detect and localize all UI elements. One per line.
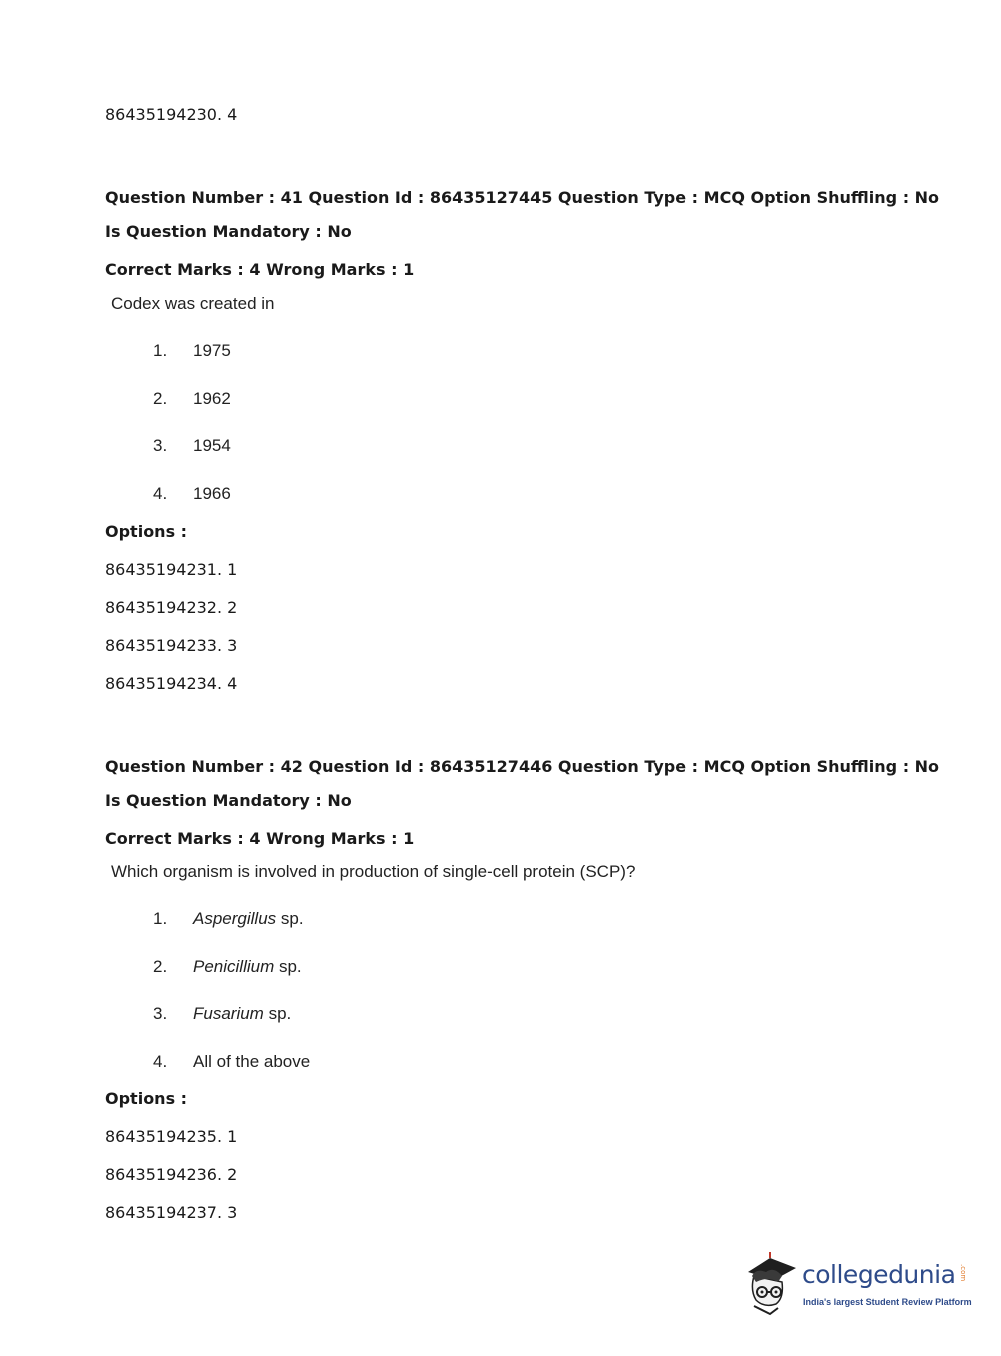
- choice-genus: Fusarium: [193, 1004, 264, 1023]
- option-id: 86435194232. 2: [105, 598, 238, 617]
- logo-wordmark: collegedunia: [802, 1260, 956, 1289]
- options-label: Options :: [105, 1089, 188, 1108]
- logo-suffix: .com: [959, 1264, 967, 1282]
- question-mandatory: Is Question Mandatory : No: [105, 791, 352, 810]
- choice-text: All of the above: [193, 1052, 311, 1071]
- question-header: Question Number : 42 Question Id : 86435127446 Question Type : MCQ Option Shuffling : No: [105, 757, 940, 776]
- option-id: 86435194234. 4: [105, 674, 238, 693]
- choice-number: 1.: [153, 341, 168, 360]
- choice-suffix: sp.: [263, 1004, 292, 1023]
- mascot-icon: [740, 1250, 802, 1316]
- collegedunia-logo: [740, 1250, 970, 1320]
- choice-item: [153, 436, 231, 456]
- choice-item: [153, 341, 231, 361]
- choice-text: 1954: [193, 436, 231, 455]
- option-id: 86435194236. 2: [105, 1165, 238, 1184]
- choice-item: [153, 1004, 291, 1024]
- option-id: 86435194235. 1: [105, 1127, 238, 1146]
- choice-suffix: sp.: [276, 909, 304, 928]
- choice-number: 3.: [153, 436, 168, 455]
- choice-number: 2.: [153, 957, 168, 976]
- logo-tagline: India's largest Student Review Platform: [803, 1297, 972, 1307]
- choice-suffix: sp.: [274, 957, 302, 976]
- choice-item: [153, 909, 304, 929]
- top-option: 86435194230. 4: [105, 105, 238, 124]
- choice-number: 4.: [153, 484, 168, 503]
- choice-item: [153, 484, 231, 504]
- options-label: Options :: [105, 522, 188, 541]
- question-header: Question Number : 41 Question Id : 86435127445 Question Type : MCQ Option Shuffling : No: [105, 188, 940, 207]
- option-id: 86435194231. 1: [105, 560, 238, 579]
- option-id: 86435194233. 3: [105, 636, 238, 655]
- question-marks: Correct Marks : 4 Wrong Marks : 1: [105, 829, 415, 848]
- choice-number: 3.: [153, 1004, 168, 1023]
- choice-genus: Penicillium: [193, 957, 275, 976]
- question-text: Codex was created in: [111, 294, 275, 313]
- choice-number: 2.: [153, 389, 168, 408]
- question-text: Which organism is involved in production of single-cell protein (SCP)?: [111, 862, 636, 881]
- choice-item: [153, 389, 231, 409]
- choice-text: 1966: [193, 484, 231, 503]
- choice-item: [153, 957, 302, 977]
- choice-number: 1.: [153, 909, 168, 928]
- choice-genus: Aspergillus: [193, 909, 277, 928]
- choice-number: 4.: [153, 1052, 168, 1071]
- choice-text: 1962: [193, 389, 231, 408]
- choice-text: 1975: [193, 341, 231, 360]
- choice-item: [153, 1052, 310, 1072]
- option-id: 86435194237. 3: [105, 1203, 238, 1222]
- question-marks: Correct Marks : 4 Wrong Marks : 1: [105, 260, 415, 279]
- question-mandatory: Is Question Mandatory : No: [105, 222, 352, 241]
